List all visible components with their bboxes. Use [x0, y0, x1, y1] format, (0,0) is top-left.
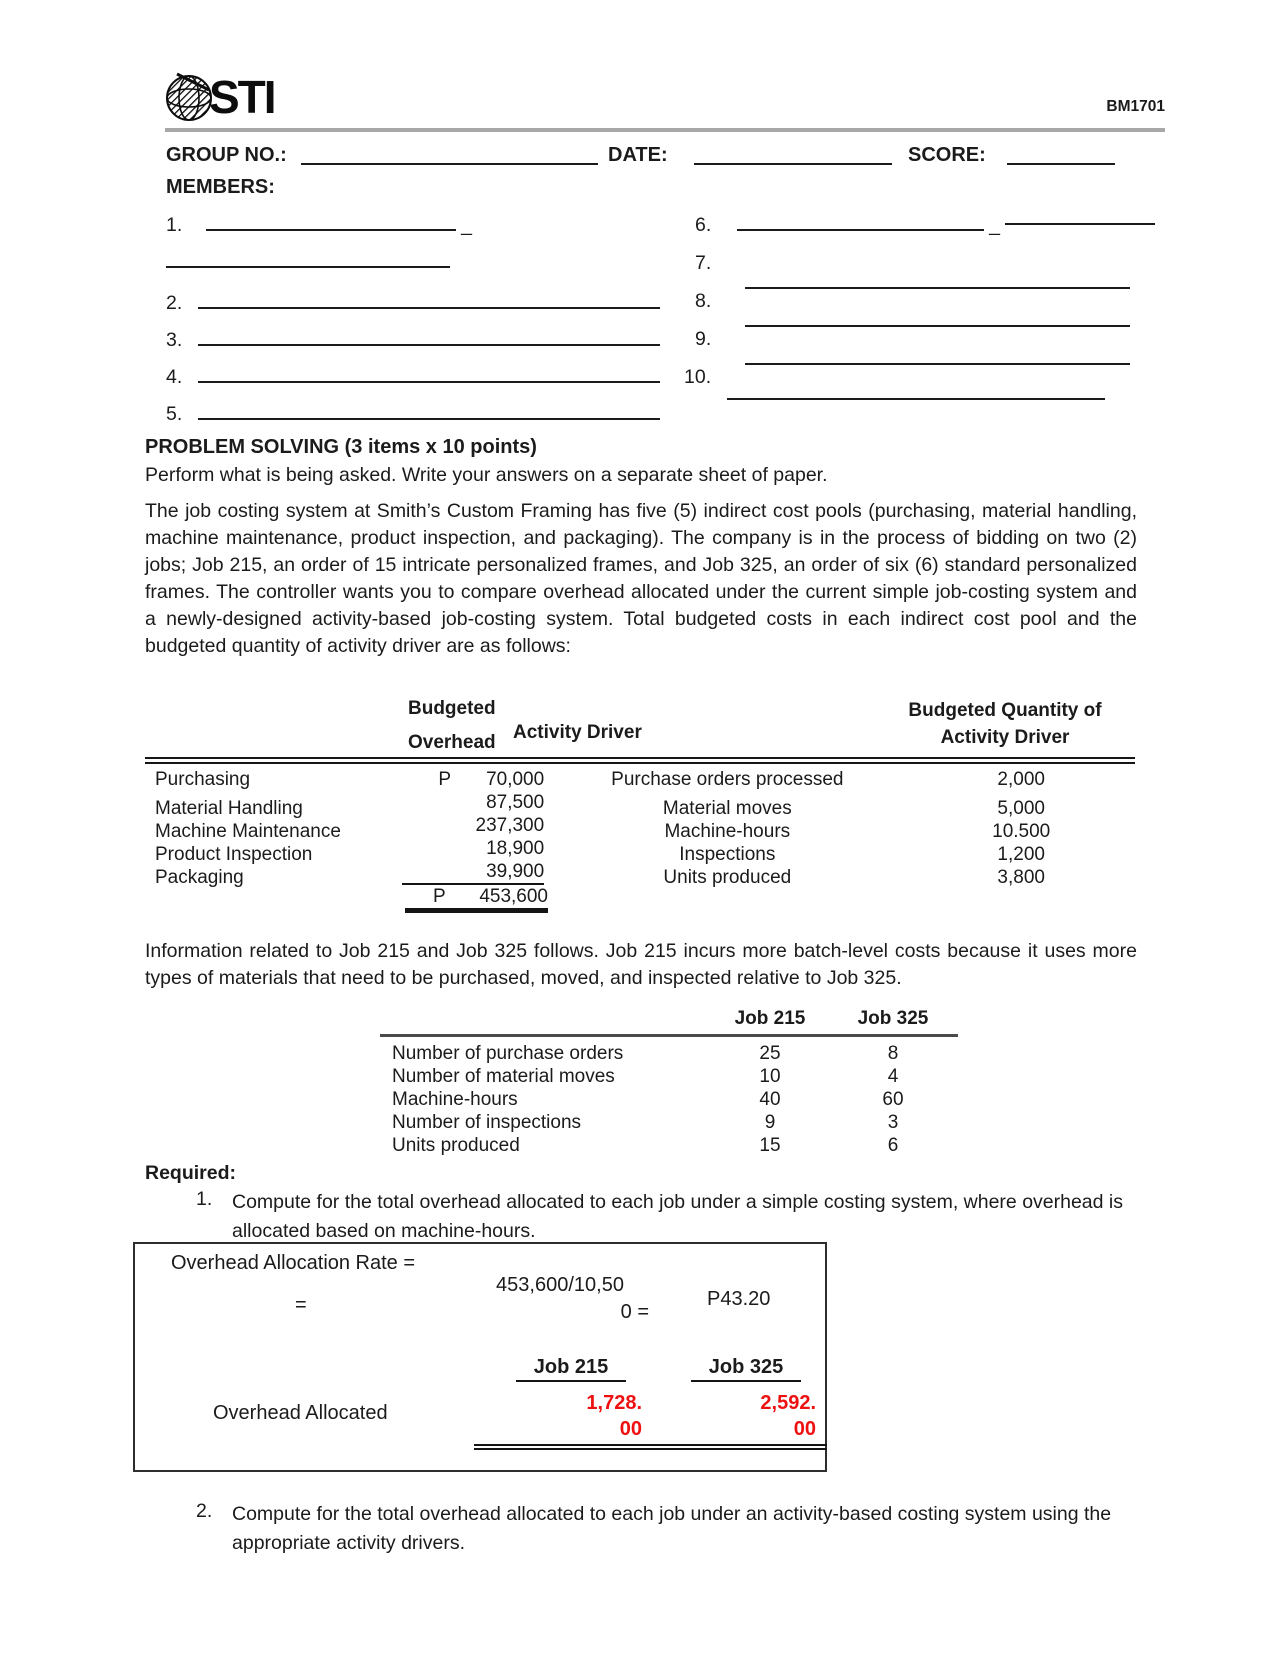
problem-instruction: Perform what is being asked. Write your answers on a separate sheet of paper. [145, 464, 828, 486]
member-blank [727, 398, 1105, 400]
required-item-1: Compute for the total overhead allocated to each job under a simple costing system, where overhead is allocated based on machine-hours. [232, 1191, 1124, 1242]
member-number: 1. [166, 214, 183, 236]
member-number: 6. [695, 214, 712, 236]
job-table-rule [380, 1034, 958, 1037]
rate-expression-line2: 0 = [620, 1301, 649, 1323]
info-row [155, 144, 1165, 170]
member-blank [198, 362, 660, 383]
member-row-3 [166, 325, 660, 352]
job215-allocated-value [515, 1390, 642, 1442]
member-row-5 [166, 399, 660, 426]
job-table [380, 1008, 958, 1158]
table-row [380, 1135, 958, 1158]
member-number: 9. [695, 328, 712, 350]
member-blank [745, 363, 1130, 365]
metric-label: Number of purchase orders [392, 1043, 624, 1064]
pool-name: Machine Maintenance [155, 821, 341, 842]
job215-value: 9 [764, 1112, 776, 1133]
pool-name: Packaging [155, 867, 244, 888]
driver-quantity: 1,200 [997, 844, 1045, 865]
member-row-4 [166, 362, 660, 389]
date-blank [694, 144, 892, 165]
intro-paragraph: The job costing system at Smith’s Custom Framing has five (5) indirect cost pools (purchasing, material handling, machine maintenance, product inspection, and packaging). The company is in the process of bidding on two (2) jobs; Job 215, an order of 15 intricate personalized frames, and Job 325, an order of six (6) standard personalized frames. The controller wants you to compare overhead allocated under the current simple job-costing system and a newly-designed activity-based job-costing system. Total budgeted costs in each indirect cost pool and the budgeted quantity of activity driver are as follows: [145, 500, 1137, 657]
equals-sign: = [295, 1294, 307, 1316]
job215-column-header: Job 215 [516, 1356, 626, 1382]
quantity-header-line2: Activity Driver [940, 727, 1070, 748]
header-divider [165, 128, 1165, 132]
overhead-amount: 87,500 [486, 792, 545, 813]
driver-header: Activity Driver [513, 722, 642, 743]
member-number: 3. [166, 329, 183, 351]
member-number: 5. [166, 403, 183, 425]
member-blank-tail: _ [461, 214, 472, 236]
metric-label: Number of inspections [392, 1112, 582, 1133]
date-label: DATE: [608, 144, 668, 166]
table-row [145, 792, 1135, 819]
total-row [145, 886, 1135, 909]
member-number: 10. [684, 366, 712, 388]
overhead-header-line2: Overhead [408, 732, 496, 753]
required-item-1-number: 1. [196, 1188, 213, 1210]
rate-value: P43.20 [707, 1288, 771, 1310]
job325-value: 4 [887, 1066, 899, 1087]
driver-quantity: 10.500 [992, 821, 1051, 842]
member-row-9 [695, 328, 711, 351]
required-item-2-number: 2. [196, 1500, 213, 1522]
sti-logo [163, 68, 275, 126]
header-double-rule [145, 757, 1135, 764]
table-row [145, 769, 1135, 792]
cost-pool-table [145, 690, 1135, 909]
job215-value: 25 [759, 1043, 781, 1064]
member-number: 7. [695, 252, 712, 274]
table-row [380, 1089, 958, 1112]
overhead-amount: 39,900 [486, 861, 545, 882]
job215-value: 15 [759, 1135, 781, 1156]
member-blank [198, 325, 660, 346]
total-overhead-amount: 453,600 [479, 886, 548, 907]
score-label: SCORE: [908, 144, 986, 166]
member-row-1 [166, 210, 472, 237]
overhead-amount: 18,900 [486, 838, 545, 859]
info-paragraph: Information related to Job 215 and Job 325 follows. Job 215 incurs more batch-level costs because it uses more types of materials that need to be purchased, moved, and inspected relative to Job 325. [145, 940, 1137, 989]
job325-value: 8 [887, 1043, 899, 1064]
activity-driver: Machine-hours [664, 821, 791, 842]
job325-column-header: Job 325 [691, 1356, 801, 1382]
overhead-allocated-label: Overhead Allocated [213, 1402, 388, 1424]
member-row-6 [695, 210, 1155, 237]
rate-label: Overhead Allocation Rate = [171, 1252, 416, 1274]
member-blank [206, 210, 456, 231]
job325-header: Job 325 [857, 1008, 929, 1029]
table-row [380, 1066, 958, 1089]
cost-pool-rows [145, 769, 1135, 909]
activity-driver: Units produced [663, 867, 792, 888]
driver-quantity: 3,800 [997, 867, 1045, 888]
currency-symbol: P [438, 769, 452, 790]
pool-name: Material Handling [155, 798, 303, 819]
totals-double-rule [474, 1444, 827, 1450]
job215-value: 10 [759, 1066, 781, 1087]
driver-quantity: 2,000 [997, 769, 1045, 790]
driver-quantity: 5,000 [997, 798, 1045, 819]
pool-name: Product Inspection [155, 844, 313, 865]
value-line2: 00 [793, 1418, 816, 1440]
job325-value: 3 [887, 1112, 899, 1133]
problem-title: PROBLEM SOLVING (3 items x 10 points) [145, 436, 537, 458]
required-item-2: Compute for the total overhead allocated to each job under an activity-based costing system using the appropriate activity drivers. [232, 1503, 1112, 1554]
overhead-header-line1: Budgeted [408, 698, 496, 719]
group-no-label: GROUP NO.: [166, 144, 287, 166]
member-blank-continuation [166, 266, 450, 268]
job-table-header [380, 1008, 958, 1031]
metric-label: Number of material moves [392, 1066, 615, 1087]
pool-name: Purchasing [155, 769, 251, 790]
group-no-blank [301, 144, 598, 165]
activity-driver: Material moves [662, 798, 792, 819]
job325-value: 6 [887, 1135, 899, 1156]
member-blank [737, 210, 984, 231]
job215-value: 40 [759, 1089, 781, 1110]
job215-header: Job 215 [734, 1008, 806, 1029]
member-row-2 [166, 288, 660, 315]
course-code: BM1701 [1106, 98, 1165, 115]
member-blank [745, 325, 1130, 327]
value-line1: 2,592. [760, 1392, 816, 1414]
member-row-7 [695, 252, 711, 275]
member-blank [198, 399, 660, 420]
rate-expression-line1: 453,600/10,50 [496, 1274, 624, 1296]
member-number: 2. [166, 292, 183, 314]
score-blank [1007, 144, 1115, 165]
activity-driver: Inspections [679, 844, 776, 865]
table-row [380, 1043, 958, 1066]
member-blank [198, 288, 660, 309]
required-label: Required: [145, 1162, 237, 1184]
metric-label: Machine-hours [392, 1089, 518, 1110]
member-blank-tail: _ [989, 214, 1000, 236]
table-row [380, 1112, 958, 1135]
job325-allocated-value [689, 1390, 816, 1442]
total-currency-symbol: P [433, 886, 446, 907]
logo-text: STI [209, 71, 275, 123]
value-line1: 1,728. [586, 1392, 642, 1414]
overhead-amount: 70,000 [486, 769, 545, 790]
solution-box [133, 1242, 827, 1472]
job325-value: 60 [882, 1089, 904, 1110]
member-blank-raised [1005, 204, 1155, 225]
members-label: MEMBERS: [166, 176, 275, 198]
member-number: 4. [166, 366, 183, 388]
metric-label: Units produced [392, 1135, 520, 1156]
member-row-8 [695, 290, 711, 313]
member-blank [745, 287, 1130, 289]
activity-driver: Purchase orders processed [611, 769, 844, 790]
value-line2: 00 [619, 1418, 642, 1440]
member-number: 8. [695, 290, 712, 312]
overhead-amount: 237,300 [475, 815, 545, 836]
cost-pool-table-header [145, 690, 1135, 756]
member-row-10 [684, 366, 711, 389]
quantity-header-line1: Budgeted Quantity of [908, 700, 1102, 721]
